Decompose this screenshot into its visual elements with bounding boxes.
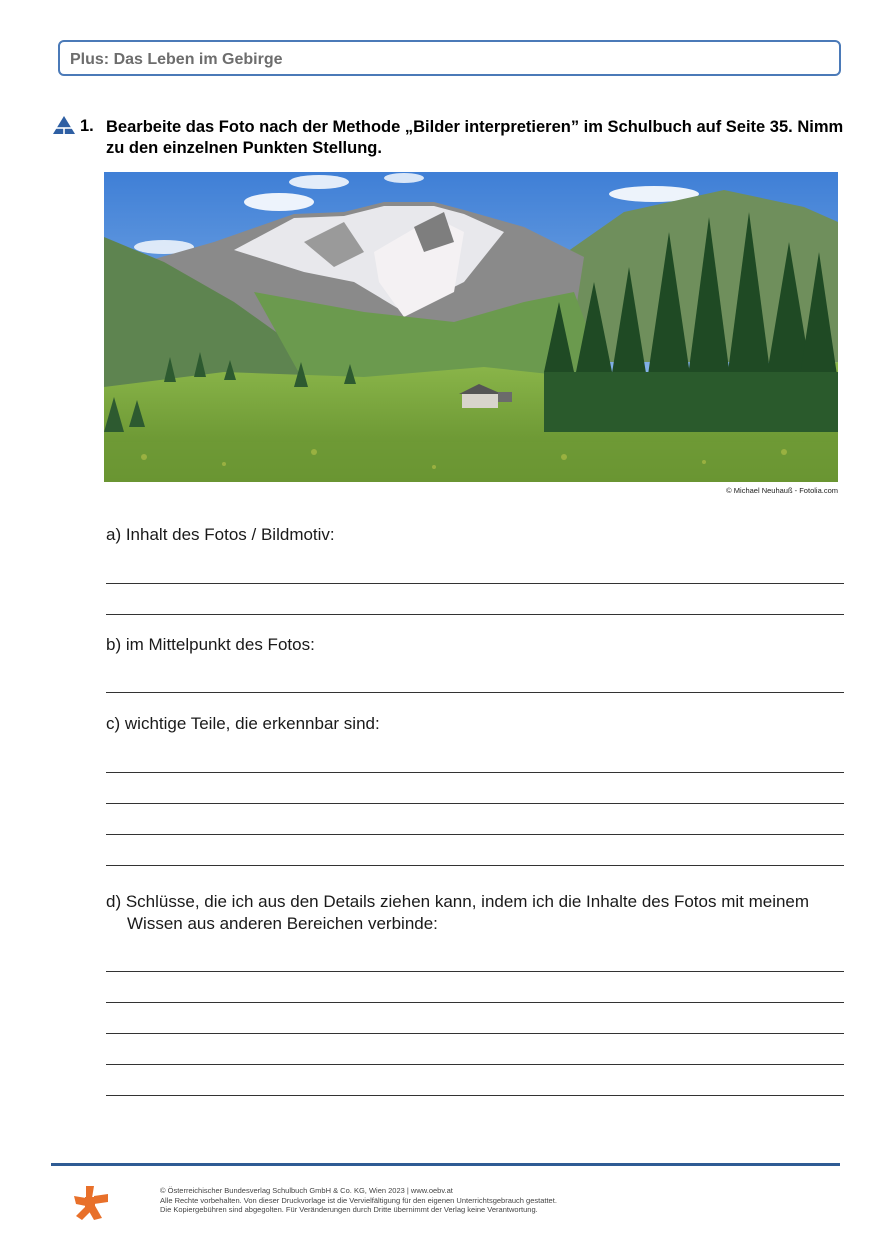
answer-line[interactable]	[106, 834, 844, 835]
answer-line[interactable]	[106, 803, 844, 804]
question-c-label: c) wichtige Teile, die erkennbar sind:	[106, 714, 380, 733]
answer-line[interactable]	[106, 583, 844, 584]
answer-line[interactable]	[106, 614, 844, 615]
task-instruction: Bearbeite das Foto nach der Methode „Bilder interpretieren” im Schulbuch auf Seite 35. Nimm zu den einzelnen Punkten Stellung.	[106, 118, 844, 157]
mountain-landscape-photo	[104, 172, 838, 482]
answer-line[interactable]	[106, 971, 844, 972]
answer-line[interactable]	[106, 865, 844, 866]
question-b-label: b) im Mittelpunkt des Fotos:	[106, 635, 315, 654]
answer-line[interactable]	[106, 772, 844, 773]
answer-line[interactable]	[106, 692, 844, 693]
triangle-level-icon	[53, 116, 75, 134]
question-a-label: a) Inhalt des Fotos / Bildmotiv:	[106, 525, 335, 544]
answer-line[interactable]	[106, 1064, 844, 1065]
worksheet-title: Plus: Das Leben im Gebirge	[70, 51, 283, 68]
answer-line[interactable]	[106, 1033, 844, 1034]
photo-credit: © Michael Neuhauß - Fotolia.com	[726, 486, 838, 495]
footer-copyright	[160, 1186, 557, 1215]
question-d-label: d) Schlüsse, die ich aus den Details ziehen kann, indem ich die Inhalte des Fotos mit meinem Wissen aus anderen Bereichen verbinde:	[106, 892, 810, 933]
task-number: 1.	[80, 117, 94, 135]
footer-line-2: Alle Rechte vorbehalten. Von dieser Druckvorlage ist die Vervielfältigung für den eigenen Unterrichtsgebrauch gestattet.	[160, 1195, 557, 1205]
footer-line-3: Die Kopiergebühren sind abgegolten. Für Veränderungen durch Dritte übernimmt der Verlag keine Verantwortung.	[160, 1205, 538, 1214]
footer-line-1: © Österreichischer Bundesverlag Schulbuch GmbH & Co. KG, Wien 2023 | www.oebv.at	[160, 1186, 453, 1195]
publisher-logo-icon	[72, 1184, 110, 1222]
answer-line[interactable]	[106, 1095, 844, 1096]
footer-divider	[51, 1163, 840, 1166]
worksheet-title-box	[58, 40, 841, 76]
answer-line[interactable]	[106, 1002, 844, 1003]
